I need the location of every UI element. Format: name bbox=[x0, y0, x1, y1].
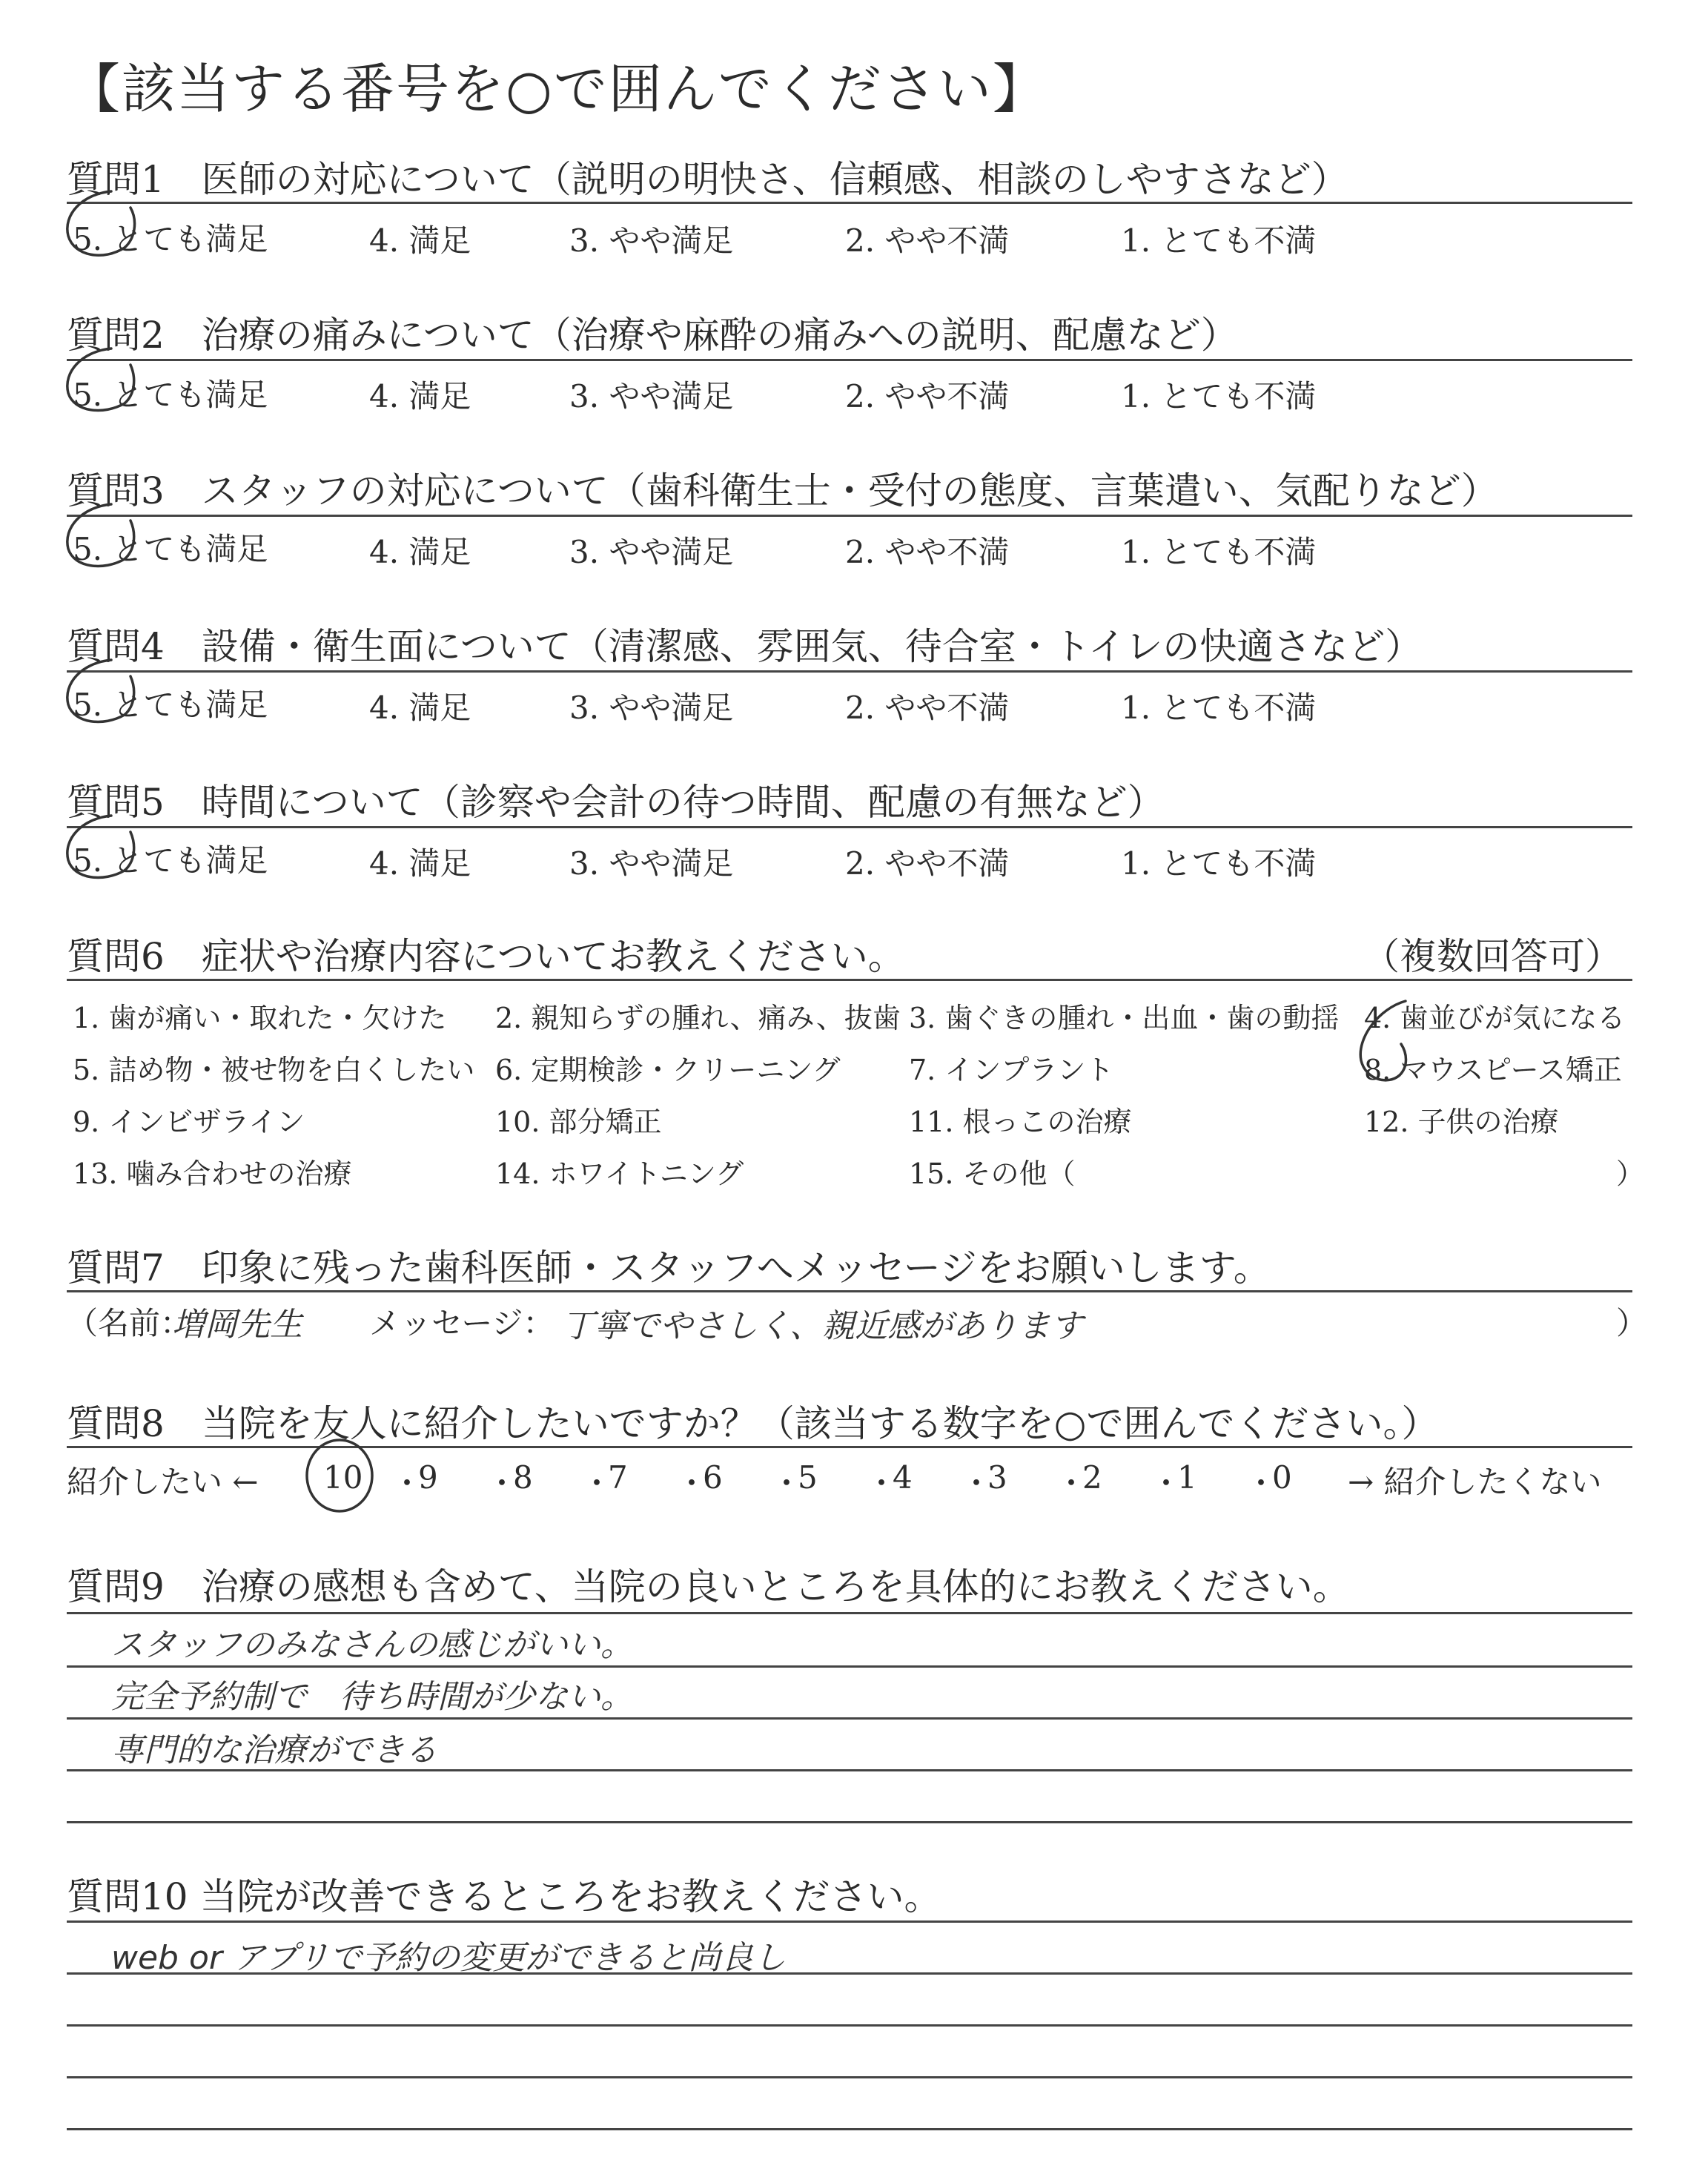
q3-option-1[interactable]: 1. とても不満 bbox=[1121, 534, 1317, 570]
q6-item-9[interactable]: 9. インビザライン bbox=[73, 1106, 305, 1138]
q8-scale-1[interactable]: 1 bbox=[1177, 1459, 1197, 1496]
q8-scale-8[interactable]: 8 bbox=[513, 1459, 533, 1496]
q4-option-1[interactable]: 1. とても不満 bbox=[1121, 690, 1317, 726]
q5-option-4[interactable]: 4. 満足 bbox=[369, 845, 471, 882]
q6-item-8[interactable]: 8. マウスピース矯正 bbox=[1364, 1054, 1622, 1086]
q10-title: 質問10 当院が改善できるところをお教えください。 bbox=[67, 1875, 941, 1918]
q8-right-label: → 紹介したくない bbox=[1348, 1464, 1602, 1500]
q8-scale-separator: ・ bbox=[676, 1465, 708, 1502]
q6-other-close-paren: ） bbox=[1616, 1157, 1645, 1190]
q2-option-1[interactable]: 1. とても不満 bbox=[1121, 378, 1317, 415]
q8-scale-separator: ・ bbox=[1245, 1465, 1277, 1502]
q7-message-label: メッセージ： bbox=[369, 1305, 555, 1341]
q2-option-4[interactable]: 4. 満足 bbox=[369, 378, 471, 415]
q6-item-11[interactable]: 11. 根っこの治療 bbox=[909, 1106, 1132, 1138]
q4-title: 質問4 設備・衛生面について（清潔感、雰囲気、待合室・トイレの快適さなど） bbox=[67, 625, 1423, 668]
q8-scale-10[interactable]: 10 bbox=[323, 1459, 363, 1496]
q6-note: （複数回答可） bbox=[1363, 935, 1622, 978]
q1-option-3[interactable]: 3. やや満足 bbox=[569, 222, 734, 259]
page-title: 【該当する番号を○で囲んでください】 bbox=[67, 58, 1047, 120]
q5-title: 質問5 時間について（診察や会計の待つ時間、配慮の有無など） bbox=[67, 781, 1165, 824]
q9-answer-3[interactable]: 専門的な治療ができる bbox=[111, 1731, 437, 1769]
q4-option-3[interactable]: 3. やや満足 bbox=[569, 690, 734, 726]
q7-name-label: （名前： bbox=[67, 1305, 192, 1341]
q6-item-5[interactable]: 5. 詰め物・被せ物を白くしたい bbox=[73, 1054, 475, 1086]
q8-scale-7[interactable]: 7 bbox=[608, 1459, 628, 1496]
q7-name-value[interactable]: 増岡先生 bbox=[172, 1306, 302, 1344]
q6-item-6[interactable]: 6. 定期検診・クリーニング bbox=[495, 1054, 841, 1086]
q8-scale-separator: ・ bbox=[486, 1465, 518, 1502]
q3-option-4[interactable]: 4. 満足 bbox=[369, 534, 471, 570]
q5-option-1[interactable]: 1. とても不満 bbox=[1121, 845, 1317, 882]
q4-option-2[interactable]: 2. やや不満 bbox=[845, 690, 1010, 726]
q1-selection-circle bbox=[67, 191, 135, 255]
q6-item-15[interactable]: 15. その他（ bbox=[909, 1157, 1076, 1190]
q8-scale-3[interactable]: 3 bbox=[987, 1459, 1007, 1496]
q2-option-3[interactable]: 3. やや満足 bbox=[569, 378, 734, 415]
q8-title: 質問8 当院を友人に紹介したいですか？（該当する数字を○で囲んでください。） bbox=[67, 1402, 1439, 1445]
q1-option-5[interactable]: 5. とても満足 bbox=[73, 221, 268, 257]
q3-option-5[interactable]: 5. とても満足 bbox=[73, 531, 268, 567]
q6-item-12[interactable]: 12. 子供の治療 bbox=[1364, 1106, 1559, 1138]
q8-scale-separator: ・ bbox=[771, 1465, 803, 1502]
q8-scale-separator: ・ bbox=[581, 1465, 613, 1502]
q6-item-13[interactable]: 13. 噛み合わせの治療 bbox=[73, 1157, 352, 1190]
q3-option-3[interactable]: 3. やや満足 bbox=[569, 534, 734, 570]
q8-scale-separator: ・ bbox=[866, 1465, 898, 1502]
q5-option-3[interactable]: 3. やや満足 bbox=[569, 845, 734, 882]
q9-answer-2[interactable]: 完全予約制で 待ち時間が少ない。 bbox=[111, 1678, 633, 1716]
q5-option-2[interactable]: 2. やや不満 bbox=[845, 845, 1010, 882]
q6-title: 質問6 症状や治療内容についてお教えください。 bbox=[67, 935, 905, 978]
q1-option-1[interactable]: 1. とても不満 bbox=[1121, 222, 1317, 259]
q6-item-4[interactable]: 4. 歯並びが気になる bbox=[1364, 1002, 1626, 1034]
q2-option-5[interactable]: 5. とても満足 bbox=[73, 377, 268, 413]
q4-option-4[interactable]: 4. 満足 bbox=[369, 690, 471, 726]
q6-item-2[interactable]: 2. 親知らずの腫れ、痛み、抜歯 bbox=[495, 1002, 901, 1034]
q6-item-10[interactable]: 10. 部分矯正 bbox=[495, 1106, 662, 1138]
q3-title: 質問3 スタッフの対応について（歯科衛生士・受付の態度、言葉遣い、気配りなど） bbox=[67, 469, 1498, 512]
q8-scale-6[interactable]: 6 bbox=[703, 1459, 723, 1496]
q8-scale-2[interactable]: 2 bbox=[1082, 1459, 1102, 1496]
q6-item-14[interactable]: 14. ホワイトニング bbox=[495, 1157, 744, 1190]
q7-close-paren: ） bbox=[1616, 1305, 1648, 1341]
q4-selection-circle bbox=[67, 660, 134, 721]
q5-option-5[interactable]: 5. とても満足 bbox=[73, 842, 268, 879]
q5-selection-circle bbox=[67, 816, 134, 877]
q7-title: 質問7 印象に残った歯科医師・スタッフへメッセージをお願いします。 bbox=[67, 1246, 1271, 1289]
q3-option-2[interactable]: 2. やや不満 bbox=[845, 534, 1010, 570]
q8-scale-separator: ・ bbox=[391, 1465, 423, 1502]
q6-item-7[interactable]: 7. インプラント bbox=[909, 1054, 1114, 1086]
q1-option-4[interactable]: 4. 満足 bbox=[369, 222, 471, 259]
q8-scale-9[interactable]: 9 bbox=[418, 1459, 438, 1496]
q10-answer-1[interactable]: web or アプリで予約の変更ができると尚良し bbox=[111, 1939, 787, 1977]
q6-item-3[interactable]: 3. 歯ぐきの腫れ・出血・歯の動揺 bbox=[909, 1002, 1340, 1034]
q8-left-label: 紹介したい ← bbox=[67, 1464, 259, 1500]
q8-scale-0[interactable]: 0 bbox=[1272, 1459, 1292, 1496]
q8-scale-separator: ・ bbox=[1056, 1465, 1088, 1502]
q8-scale-separator: ・ bbox=[961, 1465, 993, 1502]
q8-selection-circle bbox=[307, 1440, 372, 1511]
q7-message-value[interactable]: 丁寧でやさしく、親近感があります bbox=[562, 1307, 1084, 1345]
q3-selection-circle bbox=[67, 504, 134, 566]
q9-answer-1[interactable]: スタッフのみなさんの感じがいい。 bbox=[111, 1626, 633, 1664]
q8-scale-5[interactable]: 5 bbox=[798, 1459, 818, 1496]
q6-item-1[interactable]: 1. 歯が痛い・取れた・欠けた bbox=[73, 1002, 447, 1034]
q2-option-2[interactable]: 2. やや不満 bbox=[845, 378, 1010, 415]
q8-scale-separator: ・ bbox=[1151, 1465, 1182, 1502]
q2-selection-circle bbox=[67, 349, 134, 410]
q1-title: 質問1 医師の対応について（説明の明快さ、信頼感、相談のしやすさなど） bbox=[67, 158, 1348, 201]
q8-scale-4[interactable]: 4 bbox=[893, 1459, 913, 1496]
q2-title: 質問2 治療の痛みについて（治療や麻酔の痛みへの説明、配慮など） bbox=[67, 314, 1238, 357]
q1-option-2[interactable]: 2. やや不満 bbox=[845, 222, 1010, 259]
q9-title: 質問9 治療の感想も含めて、当院の良いところを具体的にお教えください。 bbox=[67, 1565, 1350, 1608]
q6-selection-circle bbox=[1360, 1001, 1406, 1080]
q4-option-5[interactable]: 5. とても満足 bbox=[73, 687, 268, 723]
